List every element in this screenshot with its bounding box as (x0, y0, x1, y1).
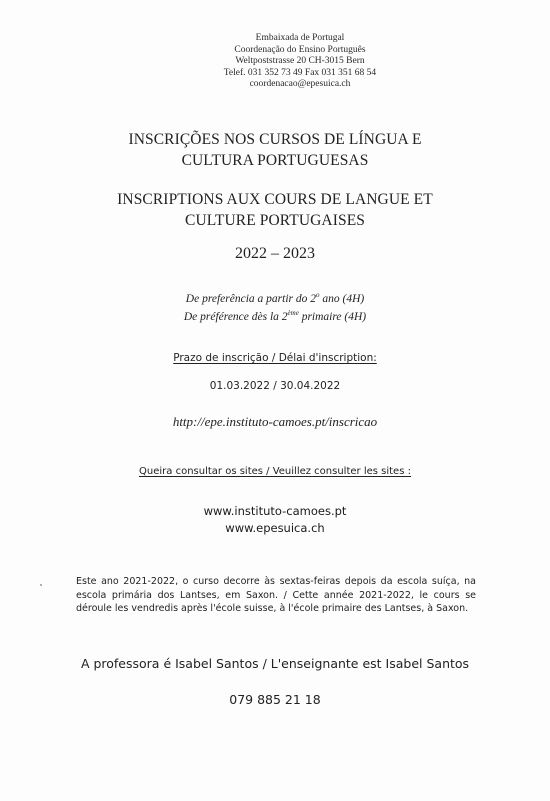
title-french (0, 189, 550, 231)
preference-pt-sup: o (316, 291, 320, 299)
preference-pt-text: De preferência a partir do 2 (185, 292, 316, 305)
school-year: 2022 – 2023 (235, 245, 315, 262)
website-link-epesuica[interactable]: www.epesuica.ch (225, 521, 325, 535)
scan-speck (40, 584, 42, 586)
header-coordination: Coordenação do Ensino Português (234, 44, 366, 55)
header-email: coordenacao@epesuica.ch (249, 79, 351, 89)
title-pt-line1: INSCRIÇÕES NOS CURSOS DE LÍNGUA E (128, 131, 422, 148)
header-address: Weltpoststrasse 20 CH-3015 Bern (235, 56, 365, 66)
title-portuguese (0, 129, 550, 171)
title-pt-line2: CULTURA PORTUGUESAS (181, 152, 369, 169)
grade-preference (0, 288, 550, 324)
website-list (0, 503, 550, 537)
course-info-paragraph: Este ano 2021-2022, o curso decorre às sextas-feiras depois da escola suíça, na escola primária dos Lantses, em Saxon. / Cette année 2021-2022, le cours se déroule les vendredis après l'école suisse, à l'école primaire des Lantses, à Saxon. (76, 576, 476, 614)
preference-fr (0, 306, 550, 324)
preference-fr-grade: primaire (4H) (298, 310, 367, 323)
teacher-name: A professora é Isabel Santos / L'enseignante est Isabel Santos (80, 656, 470, 671)
consult-sites-text: Queira consultar os sites / Veuillez consulter les sites : (139, 466, 411, 477)
header-embassy-name: Embaixada de Portugal (255, 33, 345, 43)
title-fr-line1: INSCRIPTIONS AUX COURS DE LANGUE ET (117, 191, 433, 208)
consult-sites-label (0, 466, 550, 477)
contact-phone: 079 885 21 18 (229, 692, 321, 707)
header-phone-fax: Telef. 031 352 73 49 Fax 031 351 68 54 (223, 67, 377, 78)
embassy-header (0, 33, 550, 91)
website-link-camoes[interactable]: www.instituto-camoes.pt (203, 504, 347, 518)
deadline-label (0, 352, 550, 364)
title-fr-line2: CULTURE PORTUGAISES (185, 212, 365, 229)
preference-pt (0, 288, 550, 306)
deadline-label-text: Prazo de inscrição / Délai d'inscription: (173, 352, 377, 364)
preference-fr-text: De préférence dès la 2 (183, 310, 288, 323)
preference-fr-sup: ème (287, 308, 299, 317)
registration-link[interactable]: http://epe.instituto-camoes.pt/inscricao (172, 414, 378, 429)
preference-pt-grade: ano (4H) (319, 292, 365, 305)
deadline-dates: 01.03.2022 / 30.04.2022 (209, 380, 341, 392)
